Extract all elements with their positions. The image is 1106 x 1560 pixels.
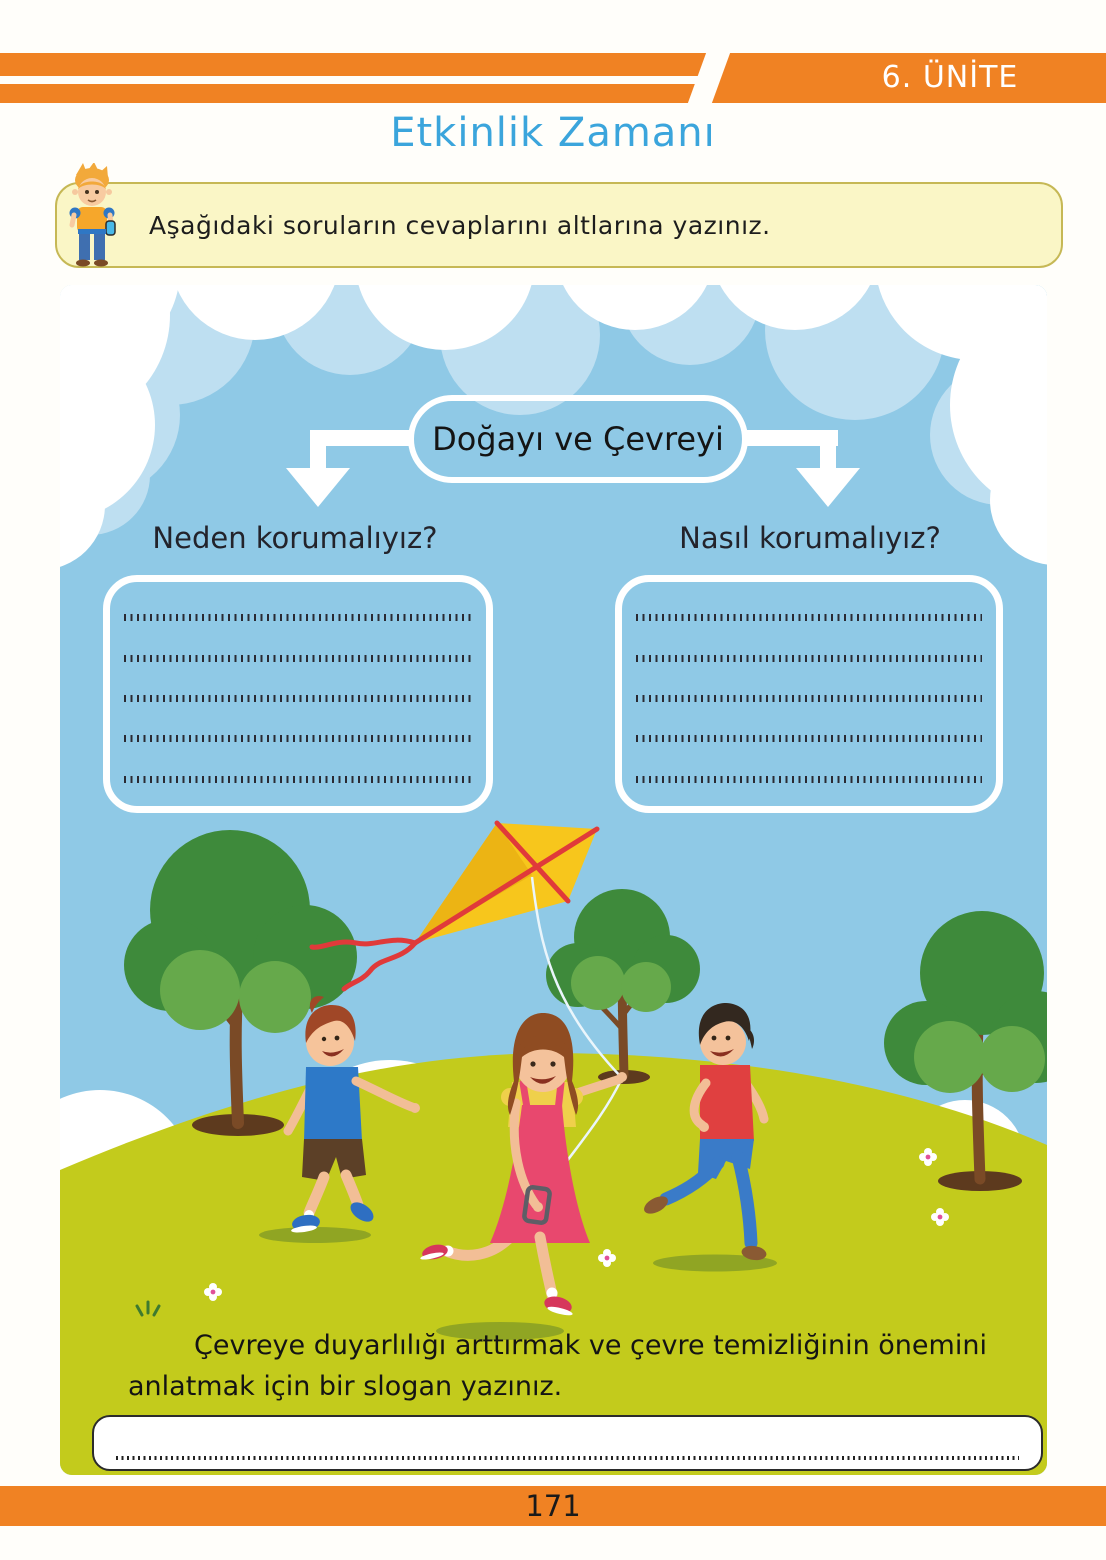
answer-line[interactable] (636, 614, 982, 621)
slogan-prompt-line1: Çevreye duyarlılığı arttırmak ve çevre temizliğinin önemini (194, 1330, 987, 1361)
slogan-answer-line[interactable] (116, 1456, 1019, 1460)
unit-label: 6. ÜNİTE (881, 60, 1019, 95)
instruction-text: Aşağıdaki soruların cevaplarını altlarına yazınız. (149, 210, 771, 240)
left-question-label: Neden korumalıyız? (152, 521, 438, 555)
mascot-boy-icon (58, 163, 128, 271)
slogan-prompt-line2: anlatmak için bir slogan yazınız. (128, 1371, 563, 1402)
answer-line[interactable] (124, 655, 472, 662)
right-question-label: Nasıl korumalıyız? (679, 521, 941, 555)
answer-line[interactable] (636, 776, 982, 783)
left-answer-box[interactable] (103, 575, 493, 813)
left-connector-arrow (286, 430, 412, 507)
right-answer-box[interactable] (615, 575, 1003, 813)
answer-line[interactable] (636, 655, 982, 662)
slogan-prompt (128, 1325, 1028, 1407)
answer-line[interactable] (124, 614, 472, 621)
instruction-box (55, 182, 1063, 268)
diagram-center-label: Doğayı ve Çevreyi (432, 420, 724, 458)
header-band-stripe (0, 76, 700, 84)
answer-line[interactable] (636, 695, 982, 702)
right-connector-arrow (746, 430, 860, 507)
slogan-answer-box[interactable] (92, 1415, 1043, 1471)
answer-line[interactable] (636, 735, 982, 742)
park-illustration (60, 285, 1047, 1475)
page-title: Etkinlik Zamanı (390, 110, 716, 156)
answer-line[interactable] (124, 735, 472, 742)
answer-line[interactable] (124, 695, 472, 702)
answer-line[interactable] (124, 776, 472, 783)
page-number: 171 (525, 1489, 581, 1523)
diagram-center-box (408, 395, 748, 483)
